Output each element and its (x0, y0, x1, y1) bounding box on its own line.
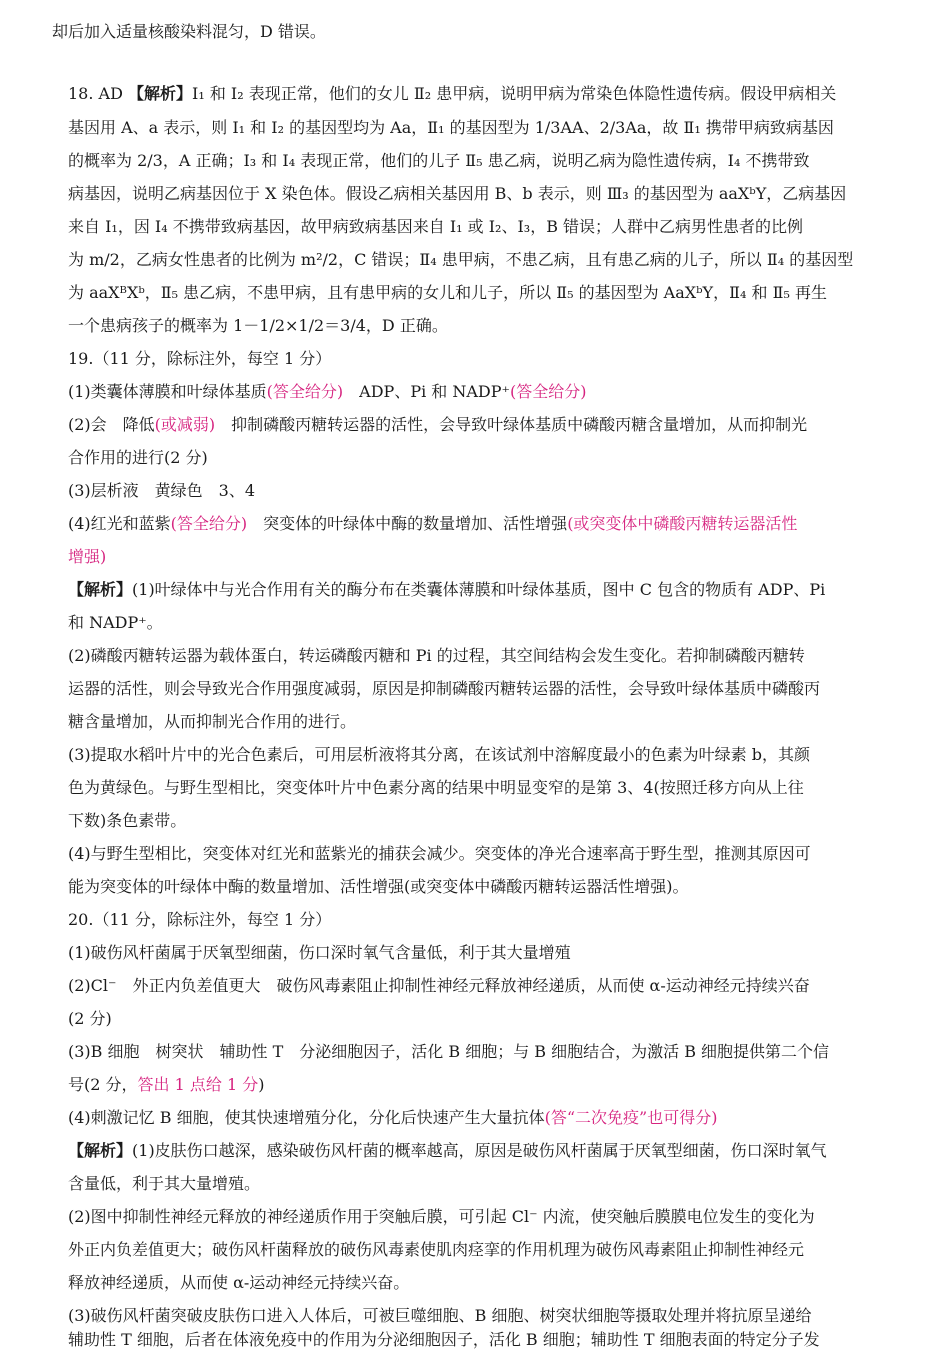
analysis-label: 【解析】 (128, 84, 193, 103)
answer-19-4: (4)红光和蓝紫(答全给分) 突变体的叶绿体中酶的数量增加、活性增强(或突变体中磷酸丙糖转运器活性 (68, 514, 798, 533)
text-line: 辅助性 T 细胞，后者在体液免疫中的作用为分泌细胞因子，活化 B 细胞；辅助性 T 细胞表面的特定分子发 (68, 1330, 820, 1349)
analysis-label: 【解析】 (68, 1141, 133, 1160)
text-line: 色为黄绿色。与野生型相比，突变体叶片中色素分离的结果中明显变窄的是第 3、4(按照迁移方向从上往 (68, 778, 804, 797)
text-line: (3)提取水稻叶片中的光合色素后，可用层析液将其分离，在该试剂中溶解度最小的色素为叶绿素 b，其颜 (68, 745, 810, 764)
analysis-label: 【解析】 (68, 580, 133, 599)
question-20-header: 20.（11 分，除标注外，每空 1 分） (68, 910, 332, 929)
scoring-note: (或减弱) (154, 415, 216, 434)
text-line: 为 m/2，乙病女性患者的比例为 m²/2，C 错误；Ⅱ₄ 患甲病，不患乙病，且有患乙病的儿子，所以 Ⅱ₄ 的基因型 (68, 250, 854, 269)
text-line: 能为突变体的叶绿体中酶的数量增加、活性增强(或突变体中磷酸丙糖转运器活性增强)。 (68, 877, 689, 896)
text-line: 来自 Ⅰ₁，因 Ⅰ₄ 不携带致病基因，故甲病致病基因来自 Ⅰ₁ 或 Ⅰ₂、Ⅰ₃，B 错误；人群中乙病男性患者的比例 (68, 217, 804, 236)
scoring-note: (答全给分) (266, 382, 344, 401)
scoring-note: 答出 1 点给 1 分 (137, 1075, 259, 1094)
text-line: 运器的活性，则会导致光合作用强度减弱，原因是抑制磷酸丙糖转运器的活性，会导致叶绿体基质中磷酸丙 (68, 679, 821, 698)
scoring-note: 增强) (68, 547, 107, 566)
answer-19-2: (2)会 降低(或减弱) 抑制磷酸丙糖转运器的活性，会导致叶绿体基质中磷酸丙糖含量增加，从而抑制光 (68, 415, 808, 434)
question-19-header: 19.（11 分，除标注外，每空 1 分） (68, 349, 332, 368)
answer-20-1: (1)破伤风杆菌属于厌氧型细菌，伤口深时氧气含量低，利于其大量增殖 (68, 943, 571, 962)
text-line: (3)破伤风杆菌突破皮肤伤口进入人体后，可被巨噬细胞、B 细胞、树突状细胞等摄取处理并将抗原呈递给 (68, 1306, 812, 1325)
text-line: 的概率为 2/3，A 正确；Ⅰ₃ 和 Ⅰ₄ 表现正常，他们的儿子 Ⅱ₅ 患乙病，说明乙病为隐性遗传病，Ⅰ₄ 不携带致 (68, 151, 810, 170)
text-line: 号(2 分，答出 1 点给 1 分) (68, 1075, 265, 1094)
text-line: (2)图中抑制性神经元释放的神经递质作用于突触后膜，可引起 Cl⁻ 内流，使突触后膜膜电位发生的变化为 (68, 1207, 815, 1226)
text-line: 一个患病孩子的概率为 1－1/2×1/2＝3/4，D 正确。 (68, 316, 448, 335)
text-line: 糖含量增加，从而抑制光合作用的进行。 (68, 712, 357, 731)
text-line: 病基因，说明乙病基因位于 X 染色体。假设乙病相关基因用 B、b 表示，则 Ⅲ₃ 的基因型为 aaXᵇY，乙病基因 (68, 184, 847, 203)
answer-20-4: (4)刺激记忆 B 细胞，使其快速增殖分化，分化后快速产生大量抗体(答“二次免疫”也可得分) (68, 1108, 718, 1127)
scoring-note: (答全给分) (170, 514, 248, 533)
text-line: (2)磷酸丙糖转运器为载体蛋白，转运磷酸丙糖和 Pi 的过程，其空间结构会发生变化。若抑制磷酸丙糖转 (68, 646, 805, 665)
scoring-note: (答全给分) (509, 382, 587, 401)
text-line: (4)与野生型相比，突变体对红光和蓝紫光的捕获会减少。突变体的净光合速率高于野生型，推测其原因可 (68, 844, 811, 863)
text-line: 含量低，利于其大量增殖。 (68, 1174, 261, 1193)
text-line: 基因用 A、a 表示，则 Ⅰ₁ 和 Ⅰ₂ 的基因型均为 Aa，Ⅱ₁ 的基因型为 1/3AA、2/3Aa，故 Ⅱ₁ 携带甲病致病基因 (68, 118, 834, 137)
answer-18-line-1: 18. AD 【解析】Ⅰ₁ 和 Ⅰ₂ 表现正常，他们的女儿 Ⅱ₂ 患甲病，说明甲病为常染色体隐性遗传病。假设甲病相关 (68, 84, 837, 103)
answer-19-3: (3)层析液 黄绿色 3、4 (68, 481, 256, 500)
scoring-note: (答“二次免疫”也可得分) (544, 1108, 718, 1127)
text-line: 却后加入适量核酸染料混匀，D 错误。 (52, 22, 326, 41)
text-line: (2 分) (68, 1009, 112, 1028)
answer-19-1: (1)类囊体薄膜和叶绿体基质(答全给分) ADP、Pi 和 NADP⁺(答全给分) (68, 382, 587, 401)
text-line: 释放神经递质，从而使 α-运动神经元持续兴奋。 (68, 1273, 410, 1292)
text-line: 下数)条色素带。 (68, 811, 187, 830)
scoring-note: (或突变体中磷酸丙糖转运器活性 (567, 514, 798, 533)
answer-20-2: (2)Cl⁻ 外正内负差值更大 破伤风毒素阻止抑制性神经元释放神经递质，从而使 α-运动神经元持续兴奋 (68, 976, 810, 995)
text-line: 外正内负差值更大；破伤风杆菌释放的破伤风毒素使肌肉痉挛的作用机理为破伤风毒素阻止抑制性神经元 (68, 1240, 805, 1259)
text-line: 合作用的进行(2 分) (68, 448, 208, 467)
analysis-20-line: 【解析】(1)皮肤伤口越深，感染破伤风杆菌的概率越高，原因是破伤风杆菌属于厌氧型细菌，伤口深时氧气 (68, 1141, 827, 1160)
analysis-19-line: 【解析】(1)叶绿体中与光合作用有关的酶分布在类囊体薄膜和叶绿体基质，图中 C 包含的物质有 ADP、Pi (68, 580, 826, 599)
text-line: 为 aaXᴮXᵇ，Ⅱ₅ 患乙病，不患甲病，且有患甲病的女儿和儿子，所以 Ⅱ₅ 的基因型为 AaXᵇY，Ⅱ₄ 和 Ⅱ₅ 再生 (68, 283, 827, 302)
text-line: 和 NADP⁺。 (68, 613, 163, 632)
answer-20-3: (3)B 细胞 树突状 辅助性 T 分泌细胞因子，活化 B 细胞；与 B 细胞结合，为激活 B 细胞提供第二个信 (68, 1042, 830, 1061)
